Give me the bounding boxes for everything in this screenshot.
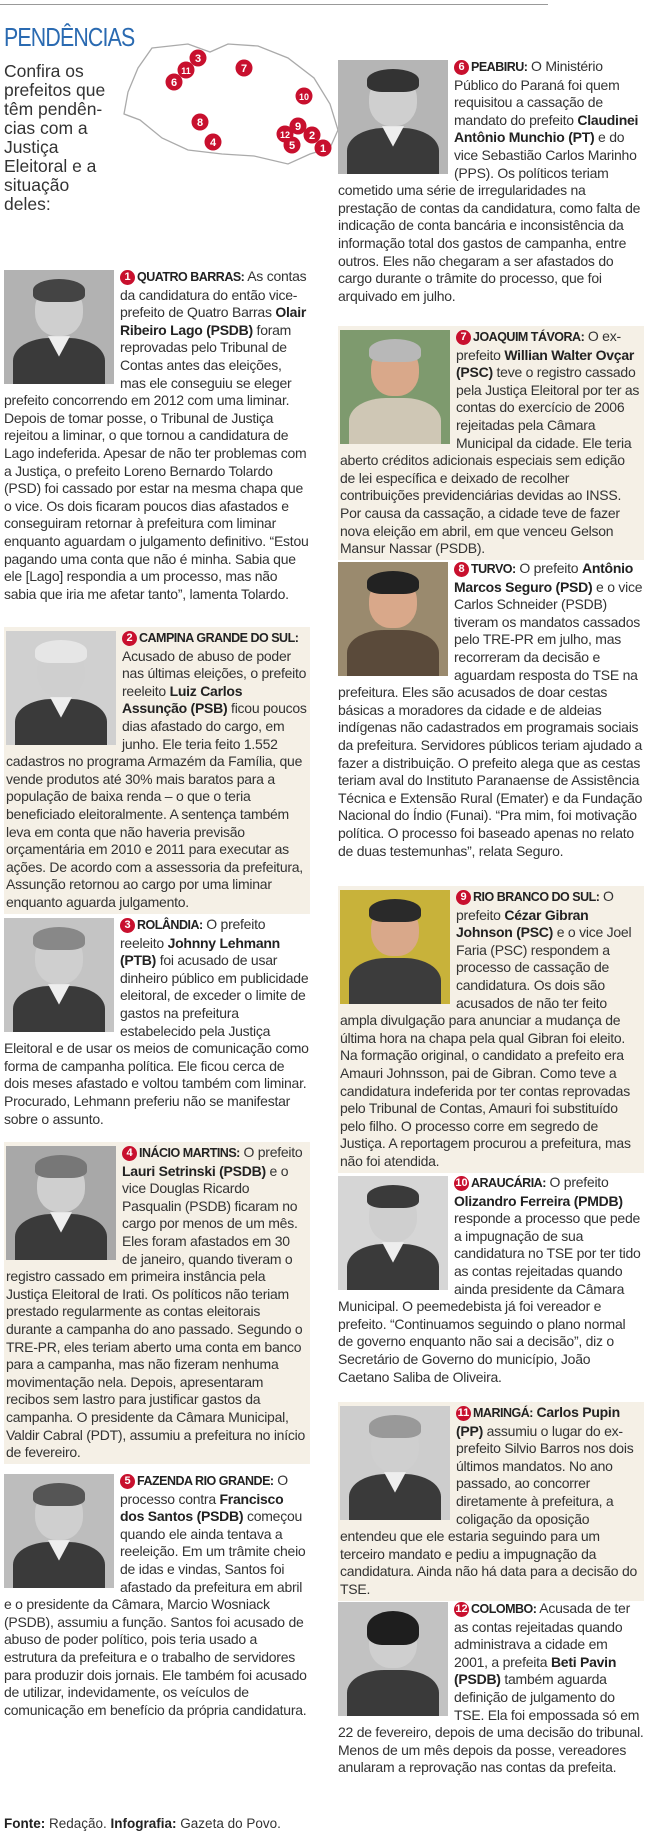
entry-12 xyxy=(338,1600,644,1777)
map-marker-2 xyxy=(304,127,321,144)
entry-text: e o vice Joel Faria (PSC) respondem a processo de cassação de candidatura. Os dois são acusados de não ter feito ampla divulgação para anunciar a mudança de última hora na chapa pela qual Gibran foi eleito. Na formação original, o candidato a prefeito era Amauri Johnsson, pai de Gibran. Como teve a candidatura indeferida por ter contas reprovadas pelo Tribunal de Contas, Amauri foi substituído pelo filho. O processo corre em segredo de Justiça. A reportagem procurou a prefeitura, mas não foi atendida. xyxy=(340,924,632,1169)
source-value: Redação. xyxy=(45,1816,107,1831)
mayor-name: Luiz Carlos Assunção (PSB) xyxy=(122,682,243,717)
entry-text: começou quando ele ainda tentava a reeleição. Em um trâmite cheio de idas e vindas, Santos foi afastado da prefeitura em abril e o presidente da Câmara, Marcio Wosniack (PSDB), assumiu a função. Santos foi acusado de abuso de poder político, pois teria usado a estrutura da prefeitura e o trabalho de servidores para produzir dois jornais. Ele também foi acusado de utilizar, indevidamente, os veículos de comunicação em benefício da própria candidatura. xyxy=(4,1508,307,1718)
marker-number: 5 xyxy=(120,1474,135,1489)
source-credit xyxy=(4,1816,281,1831)
city-label: PEABIRU: xyxy=(471,60,528,74)
marker-number: 7 xyxy=(456,330,471,345)
entry-text: foi acusado de usar dinheiro público em publicidade eleitoral, de exceder o limite de gastos na prefeitura estabelecido pela Justiça Eleitoral e de usar os meios de comunicação como forma de campanha política. Ele ficou cerca de dois meses afastado e voltou também com liminar. Procurado, Lehmann preferiu não se manifestar sobre o assunto. xyxy=(4,952,309,1127)
entry-2 xyxy=(4,627,310,914)
marker-number: 2 xyxy=(122,631,137,646)
top-rule xyxy=(0,4,548,5)
entry-text: O prefeito xyxy=(456,888,614,923)
map-marker-label: 8 xyxy=(196,117,204,129)
mayor-name: Cézar Gibran Johnson (PSC) xyxy=(456,906,589,941)
mayor-name: Antônio Marcos Seguro (PSD) xyxy=(454,560,634,595)
entry-8 xyxy=(338,560,644,860)
entry-11 xyxy=(338,1402,644,1601)
map-marker-label: 2 xyxy=(308,130,316,142)
entry-7 xyxy=(338,326,644,560)
map-marker-label: 10 xyxy=(298,92,310,102)
photo-johnny-lehmann xyxy=(4,918,114,1032)
marker-number: 3 xyxy=(120,918,135,933)
city-label: TURVO: xyxy=(471,562,516,576)
mayor-name: Lauri Setrinski (PSDB) xyxy=(122,1162,266,1179)
map-marker-11 xyxy=(178,62,195,79)
entry-text: O prefeito xyxy=(239,1144,303,1160)
entry-text: O processo contra xyxy=(120,1472,288,1507)
page-title: PENDÊNCIAS xyxy=(4,22,135,52)
city-label: JOAQUIM TÁVORA: xyxy=(473,330,585,344)
city-label: FAZENDA RIO GRANDE: xyxy=(137,1474,274,1488)
map-marker-label: 6 xyxy=(170,77,178,89)
city-label: ARAUCÁRIA: xyxy=(471,1176,546,1190)
photo-luiz-carlos-assuncao xyxy=(6,631,116,745)
mayor-name: Olair Ribeiro Lago (PSDB) xyxy=(120,304,307,338)
photo-carlos-pupin xyxy=(340,1406,450,1520)
entry-text: responde a processo que pede a impugnação de sua candidatura no TSE por ter tido as contas rejeitadas quando ainda presidente da Câmara Municipal. O peemedebista já foi vereador e prefeito. “Continuamos seguindo o plano normal de governo enquanto não sai a decisão”, diz o Secretário de Governo do município, João Caetano Saliba de Oliveira. xyxy=(338,1210,641,1385)
map-marker-label: 4 xyxy=(209,137,217,149)
mayor-name: Francisco dos Santos (PSDB) xyxy=(120,1490,284,1525)
city-label: INÁCIO MARTINS: xyxy=(139,1146,240,1160)
map-marker-10 xyxy=(296,88,313,105)
map-marker-3 xyxy=(190,50,207,67)
entry-10 xyxy=(338,1174,644,1386)
entry-9 xyxy=(338,886,644,1173)
marker-number: 11 xyxy=(457,1407,470,1419)
photo-olizandro-ferreira xyxy=(338,1176,448,1290)
entry-text: e o vice Douglas Ricardo Pasqualin (PSDB) ficaram no cargo por menos de um mês. Eles foram afastados em 30 de janeiro, quando tiveram o registro cassado em primeira instância pela Justiça Eleitoral de Irati. Os políticos não teriam prestado regularmente as contas eleitorais durante a campanha do ano passado. Segundo o TRE-PR, eles teriam aberto uma conta em banco para a campanha, mas não fizeram nenhuma movimentação nela. Depois, apresentaram recibos sem lastro para justificar gastos da campanha. O presidente da Câmara Municipal, Valdir Cabral (PDT), assumiu a prefeitura no início de fevereiro. xyxy=(6,1162,306,1461)
marker-number: 12 xyxy=(455,1603,468,1615)
city-label: ROLÂNDIA: xyxy=(137,918,203,932)
photo-willian-walter-ovcar xyxy=(340,330,450,444)
entry-text: O prefeito xyxy=(515,560,582,576)
map-marker-4 xyxy=(205,134,222,151)
map-marker-12 xyxy=(277,126,294,143)
marker-number: 9 xyxy=(456,890,471,905)
mayor-name: Olizandro Ferreira (PMDB) xyxy=(454,1192,623,1209)
marker-number: 6 xyxy=(454,60,469,75)
map-marker-label: 12 xyxy=(279,130,291,140)
marker-number: 8 xyxy=(454,562,469,577)
map-marker-7 xyxy=(236,60,253,77)
entry-text: O Ministério Público do Paraná foi quem requisitou a cassação de mandato do prefeito xyxy=(454,58,620,128)
entry-text: Acusado de abuso de poder nas últimas eleições, o prefeito reeleito xyxy=(122,647,307,699)
map-marker-label: 7 xyxy=(240,63,248,75)
mayor-name: Beti Pavin (PSDB) xyxy=(454,1653,617,1688)
entry-3 xyxy=(4,916,310,1128)
entry-text: O prefeito xyxy=(545,1174,609,1190)
map-marker-label: 3 xyxy=(194,53,202,65)
entry-5 xyxy=(4,1472,310,1719)
entry-text: assumiu o lugar do ex-prefeito Silvio Barros nos dois últimos mandatos. No ano passado, ao concorrer diretamente à prefeitura, a coligação da oposição entendeu que ele estaria seguindo para um terceiro mandato e pediu a impugnação da candidatura. Ainda não há data para a decisão do TSE. xyxy=(340,1422,638,1597)
intro-text: Confira os prefeitos que têm pendên-cias com a Justiça Eleitoral e a situação deles: xyxy=(4,61,106,214)
infographic-label: Infografia: xyxy=(106,1816,177,1831)
map-marker-label: 9 xyxy=(294,121,302,133)
map-marker-label: 5 xyxy=(288,140,296,152)
photo-lauri-setrinski xyxy=(6,1146,116,1260)
map-marker-label: 1 xyxy=(319,143,327,155)
city-label: RIO BRANCO DO SUL: xyxy=(473,890,600,904)
marker-number: 10 xyxy=(455,1177,468,1189)
entry-text: teve o registro cassado pela Justiça Eleitoral por ter as contas do exercício de 2006 rejeitadas pela Câmara Municipal da cidade. Ele teria aberto créditos adicionais especiais sem edição de lei específica e deixado de recolher contribuições previdenciárias devidas ao INSS. Por causa da cassação, a cidade teve de fazer nova eleição em abril, em que venceu Gelson Mansur Nassar (PSDB). xyxy=(340,364,640,557)
entry-text: O ex-prefeito xyxy=(456,328,621,363)
map-marker-label: 11 xyxy=(181,66,191,76)
map-marker-1 xyxy=(315,140,332,157)
mayor-name: Johnny Lehmann (PTB) xyxy=(120,934,280,969)
map-markers xyxy=(166,50,332,157)
mayor-name: Claudinei Antônio Munchio (PT) xyxy=(454,111,639,146)
entry-text: ficou poucos dias afastado do cargo, em junho. Ele teria feito 1.552 cadastros no programa Armazém da Família, que vende produtos até 30% mais baratos para a população de baixa renda – o que o teria beneficiado eleitoralmente. A sentença também leva em conta que não haveria previsão orçamentária em 2010 e 2011 para executar as ações. De acordo com a assessoria da prefeitura, Assunção retornou ao cargo por uma liminar enquanto aguarda julgamento. xyxy=(6,700,307,910)
entry-text: Acusada de ter as contas rejeitadas quando administrava a cidade em 2001, a prefeita xyxy=(454,1600,630,1670)
photo-cezar-gibran-johnson xyxy=(340,890,450,1004)
photo-olair-ribeiro-lago xyxy=(4,270,114,384)
entry-1 xyxy=(4,268,310,603)
mayor-name: Carlos Pupin (PP) xyxy=(456,1404,620,1439)
marker-number: 1 xyxy=(120,270,135,285)
mayor-name: Willian Walter Ovçar (PSC) xyxy=(456,346,635,381)
map-marker-8 xyxy=(192,114,209,131)
entry-text: e o vice Carlos Schneider (PSDB) tiveram os mandatos cassados pelo TRE-PR em julho, mas recorreram da decisão e aguardam resposta do TSE na prefeitura. Eles são acusados de doar cestas básicas a moradores da cidade e de aldeias indígenas não cadastrados em programais sociais da prefeitura. Servidores públicos teriam ajudado a fazer a distribuição. O prefeito alega que as cestas teriam aval do Instituto Paranaense de Assistência Técnica e Extensão Rural (Emater) e da Fundação Nacional do Índio (Funai). “Pra mim, foi motivação política. O processo foi baseado apenas no relato de duas testemunhas”, relata Seguro. xyxy=(338,578,643,859)
photo-claudinei-antonio-munchio xyxy=(338,60,448,174)
entry-text: As contas da candidatura do então vice-prefeito de Quatro Barras xyxy=(120,268,307,321)
entry-text: e do vice Sebastião Carlos Marinho (PPS). Os políticos teriam cometido uma série de irregularidades na prestação de contas da candidatura, como falta de indicação de conta bancária e inconsistência da informação total dos gastos de campanha, entre outros. Eles não chegaram a ser afastados do cargo durante o trâmite do processo, que foi arquivado em julho. xyxy=(338,129,641,304)
city-label: QUATRO BARRAS: xyxy=(137,270,245,284)
parana-map xyxy=(118,38,340,166)
city-label: MARINGÁ: xyxy=(473,1406,533,1420)
entry-text: também aguarda definição de julgamento do TSE. Ela foi empossada só em 22 de fevereiro, depois de uma decisão do tribunal. Menos de um mês depois da posse, vereadores anularam a reprovação nas contas da prefeita. xyxy=(338,1671,644,1776)
photo-beti-pavin xyxy=(338,1602,448,1716)
entry-text: foram reprovadas pelo Tribunal de Contas antes das eleições, mas ele conseguiu se eleger prefeito concorrendo em 2012 com uma liminar. Depois de tomar posse, o Tribunal de Justiça rejeitou a liminar, o que tornou a candidatura de Lago indeferida. Apesar de não ter problemas com a Justiça, o prefeito Loreno Bernardo Tolardo (PSD) foi cassado por estar na mesma chapa que o vice. Os dois ficaram poucos dias afastados e conseguiram retornar à prefeitura com liminar enquanto aguardam o julgamento definitivo. “Estou pagando uma conta que não é minha. Sabia que ele [Lago] respondia a um processo, mas não sabia que iria me afetar tanto”, lamenta Tolardo. xyxy=(4,321,309,602)
photo-antonio-marcos-seguro xyxy=(338,562,448,676)
entry-6 xyxy=(338,58,644,305)
infographic-value: Gazeta do Povo. xyxy=(176,1816,281,1831)
city-label: COLOMBO: xyxy=(471,1602,537,1616)
map-marker-6 xyxy=(166,74,183,91)
entry-text: O prefeito reeleito xyxy=(120,916,266,951)
source-label: Fonte: xyxy=(4,1816,46,1831)
marker-number: 4 xyxy=(122,1146,137,1161)
photo-francisco-dos-santos xyxy=(4,1474,114,1588)
entry-4 xyxy=(4,1142,310,1464)
city-label: CAMPINA GRANDE DO SUL: xyxy=(139,631,299,645)
